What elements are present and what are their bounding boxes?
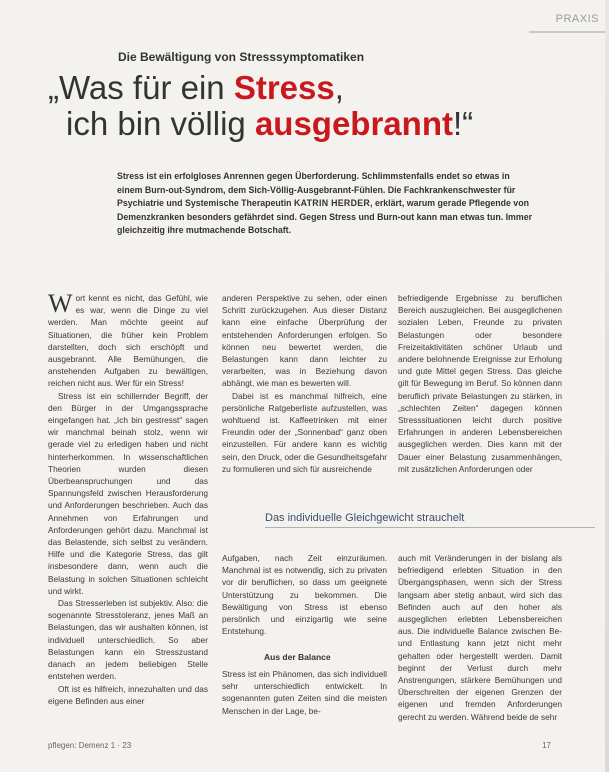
headline-line-1: „Was für ein Stress, [48,69,344,106]
headline-highlight-ausgebrannt: ausgebrannt [254,105,453,142]
body-column-3-top [398,292,562,475]
page-number: 17 [542,741,551,750]
section-label: PRAXIS [555,13,599,25]
paragraph: Wort kennt es nicht, das Gefühl, wie es war, wenn die Dinge zu viel werden. Man möchte geeint auf Situationen, die früher kein Problem darstellten, doch sich erschöpft und ausgebrannt. Alle Bemühungen, die anstehenden Aufgaben zu bewältigen, reichen nicht aus. Wer für ein Stress! [48,289,208,389]
paragraph: anderen Perspektive zu sehen, oder einen Schritt zurückzugehen. Aus dieser Distanz kann eine einfache Überprüfung der entstehenden Anforderungen erfolgen. So können neu bewertet werden, die Belastungen kann dann leichter zu verarbeiten, was in Beziehung davon abhängt, wie man es bewerten will. [222,293,387,389]
article-kicker: Die Bewältigung von Stresssymptomatiken [118,50,365,64]
paragraph: Stress ist ein Phänomen, das sich individuell sehr unterschiedlich entwickelt. In sogenannten guten Zeiten sind die meisten Menschen in der Lage, be- [222,669,387,716]
author-name: KATRIN HERDER [293,198,371,208]
paragraph: Dabei ist es manchmal hilfreich, eine persönliche Ratgeberliste aufzustellen, was wohltuend ist. Kaffeetrinken mit einer Freundin oder der „Sonnenbad“ ganz oben einzustellen. Für andere kann es wichtig sein, den Druck, oder die Gesundheitsgefahr zu formulieren und sich für ausreichende [222,390,387,474]
body-column-3-bottom [398,552,562,723]
headline-line-2: ich bin völlig ausgebrannt!“ [66,105,474,142]
section-subhead: Das individuelle Gleichgewicht strauchelt [265,512,595,528]
paragraph: Das Stresserleben ist subjektiv. Also: die sogenannte Stresstoleranz, jenes Maß an Belastungen, das wir aushalten können, ist individuell unterschiedlich. So aber Belastungen kann ein Stresszustand danach an jedem beliebigen Stelle entstehen werden. [48,598,208,682]
paragraph: Stress ist ein schillernder Begriff, der den Bürger in der Umgangssprache eingefangen hat. „Ich bin gestresst“ sagen wir manchmal beinah stolz, wenn wir gerade viel zu erledigen haben und nicht hinterherkommen. In wissenschaftlichen Theorien wurden diesen Überbeanspruchungen und das Spannungsfeld zwischen Herausforderung und Anforderungen beschrieben. Auch das Annehmen von Erfahrungen und Anforderungen gehört dazu. Manchmal ist das Belastende, sich selbst zu verändern. Hilfe und die Kategorie Stress, das gilt insbesondere dann, wenn auch die Belastung in solchen Situationen schleicht und wirkt. [48,390,208,596]
footer-publication: pflegen: Demenz 1 · 23 [48,741,132,750]
section-tag [529,9,609,33]
paragraph: befriedigende Ergebnisse zu beruflichen Bereich auszugleichen. Bei ausgeglichenen sozialen Leben, Freunde zu privaten Belastungen oder besondere Freizeitaktivitäten schöner Urlaub und andere belohnende Ereignisse zur Erholung und gute Mittel gegen Stress. Das gleiche gilt für Bewegung im Beruf. So können dann beruflich private Belastungen zu stärken, in „schlechten Zeiten“ dagegen können Stresssituationen leicht durch positive Erfahrungen in anderen Lebensbereichen ausgeglichen werden. Dies kann mit der Dauer einer Belastung zusammenhängen, mit zusätzlichen Anforderungen oder [398,293,562,474]
headline-highlight-stress: Stress [233,69,335,106]
page-edge [605,0,609,772]
drop-cap: W [48,289,73,318]
body-column-2-bottom-2 [222,668,387,717]
article-lead: Stress ist ein erfolgloses Anrennen gegen Überforderung. Schlimmstenfalls endet so etwas in einem Burn-out-Syndrom, dem Sich-Völlig-Ausgebrannt-Fühlen. Die Fachkrankenschwester für Psychiatrie und Systemische Therapeutin KATRIN HERDER, erklärt, warum gerade Pflegende von Demenzkranken besonders gefährdet sind. Gegen Stress und Burn-out kann man etwas tun. Immer gleichzeitig ihre mutmachende Botschaft. [117,171,533,235]
body-column-1 [48,289,208,707]
article-headline [48,70,588,142]
body-column-2-bottom [222,552,387,637]
paragraph: auch mit Veränderungen in der bislang als befriedigend erlebten Situation in den Übergangsphasen, wenn sich der Stress langsam aber stetig anbaut, wird sich das Befinden auch auf den hoher als ausgeglichen erlebten Lebensbereichen aus. Die individuelle Balance zwischen Be- und Entlastung kann jetzt nicht mehr gehalten oder hergestellt werden. Damit beginnt der Verlust durch mehr Anstrengungen, stärkere Bemühungen und Überschreiten der eigenen Grenzen der eigenen und fremden Anforderungen gerecht zu werden. Während beide de sehr [398,553,562,722]
paragraph: Oft ist es hilfreich, innezuhalten und das eigene Befinden aus einer [48,683,208,706]
body-column-2-top [222,292,387,475]
paragraph: Aufgaben, nach Zeit einzuräumen. Manchmal ist es notwendig, sich zu privaten vor dir beruflichen, so dass um geeignete Unterstützung zu bekommen. Die Bewältigung von Stress ist ebenso persönlich und einzigartig wie seine Entstehung. [222,553,387,637]
section-subhead-balance: Aus der Balance [264,652,331,662]
